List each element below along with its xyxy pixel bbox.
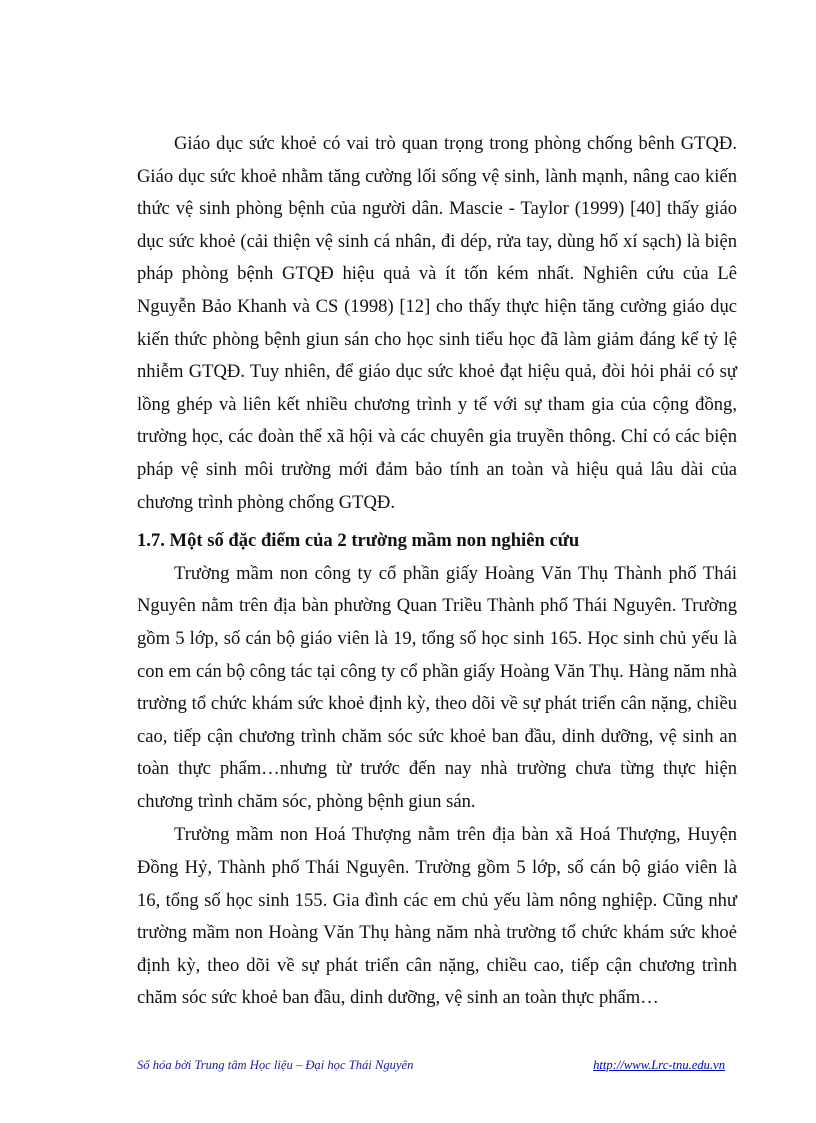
document-body xyxy=(137,128,737,1015)
paragraph-school-hoang-van-thu: Trường mầm non công ty cổ phần giấy Hoàng Văn Thụ Thành phố Thái Nguyên nằm trên địa bàn phường Quan Triều Thành phố Thái Nguyên. Trường gồm 5 lớp, số cán bộ giáo viên là 19, tổng số học sinh 165. Học sinh chủ yếu là con em cán bộ công tác tại công ty cổ phần giấy Hoàng Văn Thụ. Hàng năm nhà trường tổ chức khám sức khoẻ định kỳ, theo dõi về sự phát triển cân nặng, chiều cao, tiếp cận chương trình chăm sóc sức khoẻ ban đầu, dinh dưỡng, vệ sinh an toàn thực phẩm…nhưng từ trước đến nay nhà trường chưa từng thực hiện chương trình chăm sóc, phòng bệnh giun sán. xyxy=(137,562,737,812)
footer-source-text: Số hóa bởi Trung tâm Học liệu – Đại học Thái Nguyên xyxy=(137,1058,414,1072)
paragraph-health-education: Giáo dục sức khoẻ có vai trò quan trọng trong phòng chống bênh GTQĐ. Giáo dục sức khoẻ nhằm tăng cường lối sống vệ sinh, lành mạnh, nâng cao kiến thức vệ sinh phòng bệnh của người dân. Mascie - Taylor (1999) [40] thấy giáo dục sức khoẻ (cải thiện vệ sinh cá nhân, đi dép, rửa tay, dùng hố xí sạch) là biện pháp phòng bệnh GTQĐ hiệu quả và ít tốn kém nhất. Nghiên cứu của Lê Nguyễn Bảo Khanh và CS (1998) [12] cho thấy thực hiện tăng cường giáo dục kiến thức phòng bệnh giun sán cho học sinh tiểu học đã làm giảm đáng kể tỷ lệ nhiễm GTQĐ. Tuy nhiên, để giáo dục sức khoẻ đạt hiệu quả, đòi hỏi phải có sự lồng ghép và liên kết nhiều chương trình y tế với sự tham gia của cộng đồng, trường học, các đoàn thể xã hội và các chuyên gia truyền thông. Chỉ có các biện pháp vệ sinh môi trường mới đảm bảo tính an toàn và hiệu quả lâu dài của chương trình phòng chống GTQĐ. xyxy=(137,133,737,513)
paragraph-school-hoa-thuong: Trường mầm non Hoá Thượng nằm trên địa bàn xã Hoá Thượng, Huyện Đồng Hỷ, Thành phố Thái Nguyên. Trường gồm 5 lớp, số cán bộ giáo viên là 16, tổng số học sinh 155. Gia đình các em chủ yếu làm nông nghiệp. Cũng như trường mầm non Hoàng Văn Thụ hàng năm nhà trường tổ chức khám sức khoẻ định kỳ, theo dõi về sự phát triển cân nặng, chiều cao, tiếp cận chương trình chăm sóc sức khoẻ ban đầu, dinh dưỡng, vệ sinh an toàn thực phẩm… xyxy=(137,824,737,1009)
section-heading: 1.7. Một số đặc điểm của 2 trường mầm non nghiên cứu xyxy=(137,530,580,552)
footer-link[interactable]: http://www.Lrc-tnu.edu.vn xyxy=(593,1058,725,1072)
page-footer xyxy=(137,1058,737,1078)
